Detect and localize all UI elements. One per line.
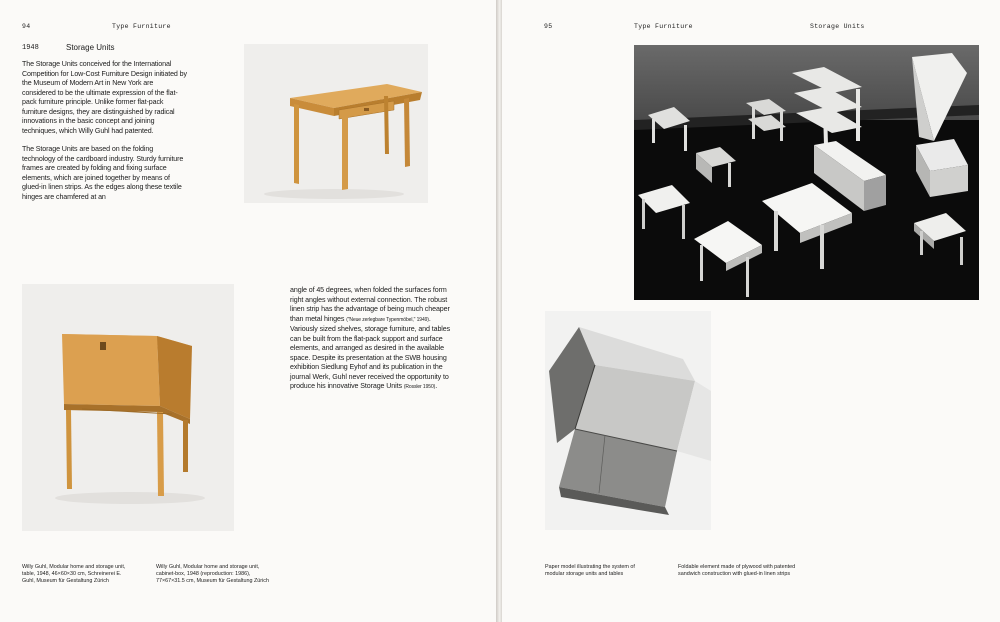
reference: (Rossler 1950) — [403, 384, 436, 390]
section-title: Storage Units — [66, 43, 115, 52]
left-page — [0, 0, 496, 622]
page-number: 94 — [22, 23, 31, 30]
caption: Paper model illustrating the system of modular storage units and tables — [545, 564, 635, 577]
running-head: Type Furniture — [112, 23, 171, 30]
body-paragraph: The Storage Units conceived for the International Competition for Low-Cost Furniture Design initiated by the Museum of Modern Art in New York are considered to be the ultimate expression of the flat-pack furniture principle. Unlike former flat-pack furniture designs, they are distinguished by radical innovations in the basic concept and joining techniques, which Willy Guhl had patented. — [22, 60, 187, 135]
body-text-column — [22, 60, 188, 211]
body-text-continuation — [290, 286, 456, 393]
photo-cabinet — [22, 284, 234, 531]
caption: Willy Guhl, Modular home and storage unit, cabinet-box, 1948 (reproduction: 1986), 77×67×31.5 cm, Museum für Gestaltung Zürich — [156, 564, 269, 584]
photo-foldable-element — [545, 311, 711, 530]
section-head: Storage Units — [810, 23, 865, 30]
body-text: . Variously sized shelves, storage furniture, and tables can be built from the flat-pack support and surface elements, and arranged as desired in the available space. Despite its presentation at the SWB housing exhibition Siedlung Eyhof and its publication in the journal Werk, Guhl never received the opportunity to produce his innovative Storage Units — [290, 314, 451, 390]
section-year: 1948 — [22, 44, 39, 52]
right-page — [502, 0, 1000, 622]
caption: Willy Guhl, Modular home and storage unit, table, 1948, 46×60×30 cm, Schreinerei E. Guhl, Museum für Gestaltung Zürich — [22, 564, 126, 584]
body-text: angle of 45 degrees, when folded the surfaces form right angles without external connection. The robust linen strip has the advantage of being much cheaper than metal hinges — [290, 286, 450, 323]
running-head: Type Furniture — [634, 23, 693, 30]
photo-table — [244, 44, 428, 203]
reference: ("Neue zerlegbare Typenmöbel," 1949) — [346, 316, 429, 323]
page-number: 95 — [544, 23, 553, 30]
photo-paper-models — [634, 45, 979, 300]
body-paragraph: The Storage Units are based on the folding technology of the cardboard industry. Sturdy furniture frames are created by folding and fixing surface elements, which are joined together by means of glued-in linen strips. As the edges along these textile hinges are chamfered at an — [22, 145, 184, 201]
body-text: . — [435, 382, 438, 390]
caption: Foldable element made of plywood with patented sandwich construction with glued-in linen strips — [678, 564, 796, 577]
